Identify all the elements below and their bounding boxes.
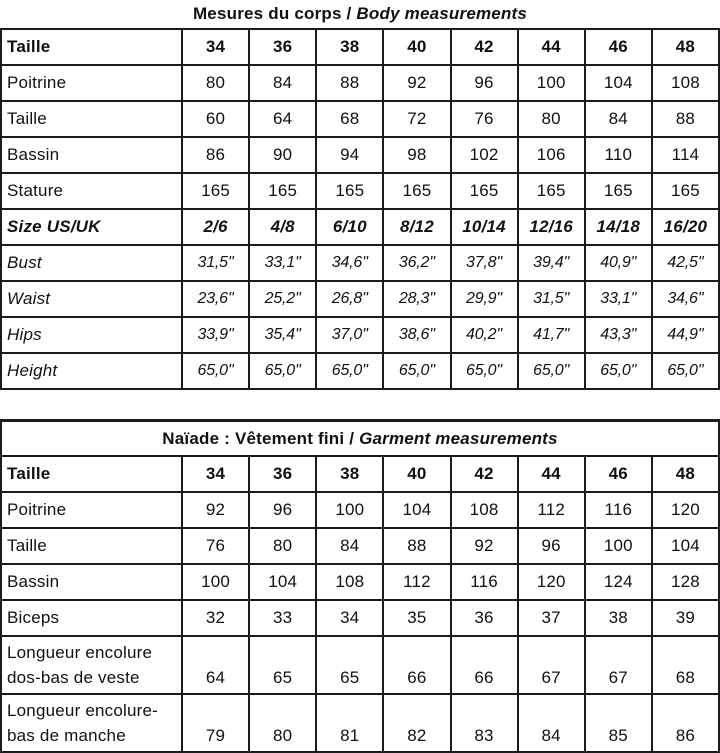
value-cell: 67 [585,636,652,694]
value-cell: 92 [383,65,450,101]
value-cell: 84 [249,65,316,101]
value-cell: 42 [451,29,518,65]
body-measurements-title [0,2,720,28]
body-measurements-title-en: Body measurements [356,4,528,23]
value-cell: 80 [249,694,316,752]
value-cell: 65,0'' [585,353,652,389]
value-cell: 65,0'' [518,353,585,389]
table-row [1,137,719,173]
value-cell: 84 [316,528,383,564]
value-cell: 88 [652,101,719,137]
value-cell: 40 [383,456,450,492]
value-cell: 68 [316,101,383,137]
value-cell: 114 [652,137,719,173]
value-cell: 92 [451,528,518,564]
value-cell: 33 [249,600,316,636]
value-cell: 104 [585,65,652,101]
value-cell: 92 [182,492,249,528]
table-row [1,209,719,245]
value-cell: 2/6 [182,209,249,245]
value-cell: 76 [182,528,249,564]
value-cell: 84 [518,694,585,752]
row-label: Taille [1,528,182,564]
value-cell: 108 [451,492,518,528]
value-cell: 116 [585,492,652,528]
row-label: Taille [1,29,182,65]
value-cell: 48 [652,456,719,492]
value-cell: 65 [316,636,383,694]
value-cell: 165 [451,173,518,209]
value-cell: 43,3'' [585,317,652,353]
value-cell: 104 [249,564,316,600]
value-cell: 96 [249,492,316,528]
value-cell: 85 [585,694,652,752]
value-cell: 38,6'' [383,317,450,353]
value-cell: 46 [585,29,652,65]
row-label: Biceps [1,600,182,636]
table-row [1,564,719,600]
table-row [1,281,719,317]
value-cell: 23,6'' [182,281,249,317]
value-cell: 10/14 [451,209,518,245]
value-cell: 80 [518,101,585,137]
row-label: Bust [1,245,182,281]
value-cell: 36,2'' [383,245,450,281]
value-cell: 100 [585,528,652,564]
value-cell: 65,0'' [249,353,316,389]
table-row [1,636,719,694]
value-cell: 38 [316,29,383,65]
value-cell: 76 [451,101,518,137]
value-cell: 44,9'' [652,317,719,353]
value-cell: 42 [451,456,518,492]
value-cell: 6/10 [316,209,383,245]
value-cell: 28,3'' [383,281,450,317]
value-cell: 80 [182,65,249,101]
row-label: Bassin [1,137,182,173]
row-label: Taille [1,101,182,137]
value-cell: 165 [383,173,450,209]
value-cell: 128 [652,564,719,600]
value-cell: 165 [585,173,652,209]
value-cell: 34 [316,600,383,636]
value-cell: 108 [316,564,383,600]
table-row [1,29,719,65]
value-cell: 37 [518,600,585,636]
value-cell: 33,1'' [249,245,316,281]
value-cell: 64 [249,101,316,137]
row-label: Hips [1,317,182,353]
table-row [1,173,719,209]
value-cell: 26,8'' [316,281,383,317]
value-cell: 36 [451,600,518,636]
value-cell: 106 [518,137,585,173]
value-cell: 80 [249,528,316,564]
value-cell: 14/18 [585,209,652,245]
value-cell: 33,1'' [585,281,652,317]
row-label: Bassin [1,564,182,600]
garment-measurements-table [0,419,720,753]
value-cell: 112 [383,564,450,600]
value-cell: 79 [182,694,249,752]
value-cell: 82 [383,694,450,752]
row-label: Poitrine [1,492,182,528]
row-label: Longueur encolure dos-bas de veste [1,636,182,694]
table-row [1,528,719,564]
row-label: Poitrine [1,65,182,101]
value-cell: 100 [518,65,585,101]
value-cell: 67 [518,636,585,694]
value-cell: 65 [249,636,316,694]
table-row [1,353,719,389]
value-cell: 108 [652,65,719,101]
value-cell: 110 [585,137,652,173]
value-cell: 8/12 [383,209,450,245]
value-cell: 39 [652,600,719,636]
table-row [1,600,719,636]
value-cell: 4/8 [249,209,316,245]
value-cell: 96 [451,65,518,101]
value-cell: 12/16 [518,209,585,245]
value-cell: 112 [518,492,585,528]
value-cell: 65,0'' [451,353,518,389]
row-label: Stature [1,173,182,209]
value-cell: 39,4'' [518,245,585,281]
table-row [1,317,719,353]
value-cell: 25,2'' [249,281,316,317]
value-cell: 66 [383,636,450,694]
value-cell: 88 [316,65,383,101]
value-cell: 65,0'' [652,353,719,389]
value-cell: 100 [316,492,383,528]
value-cell: 32 [182,600,249,636]
value-cell: 31,5'' [518,281,585,317]
value-cell: 38 [585,600,652,636]
value-cell: 90 [249,137,316,173]
value-cell: 165 [316,173,383,209]
value-cell: 36 [249,456,316,492]
value-cell: 35 [383,600,450,636]
value-cell: 165 [249,173,316,209]
row-label: Waist [1,281,182,317]
row-label: Size US/UK [1,209,182,245]
row-label: Taille [1,456,182,492]
body-measurements-section [0,2,720,390]
value-cell: 46 [585,456,652,492]
value-cell: 40,9'' [585,245,652,281]
value-cell: 104 [652,528,719,564]
value-cell: 88 [383,528,450,564]
value-cell: 38 [316,456,383,492]
value-cell: 116 [451,564,518,600]
value-cell: 98 [383,137,450,173]
value-cell: 16/20 [652,209,719,245]
value-cell: 44 [518,456,585,492]
value-cell: 33,9'' [182,317,249,353]
value-cell: 66 [451,636,518,694]
table-row [1,101,719,137]
value-cell: 83 [451,694,518,752]
value-cell: 40 [383,29,450,65]
value-cell: 94 [316,137,383,173]
table-row [1,456,719,492]
value-cell: 60 [182,101,249,137]
value-cell: 48 [652,29,719,65]
value-cell: 81 [316,694,383,752]
value-cell: 34,6'' [316,245,383,281]
value-cell: 86 [652,694,719,752]
value-cell: 34 [182,456,249,492]
value-cell: 104 [383,492,450,528]
row-label: Height [1,353,182,389]
body-measurements-table [0,28,720,390]
value-cell: 68 [652,636,719,694]
table-row [1,245,719,281]
value-cell: 96 [518,528,585,564]
value-cell: 42,5'' [652,245,719,281]
value-cell: 44 [518,29,585,65]
value-cell: 31,5'' [182,245,249,281]
value-cell: 120 [518,564,585,600]
value-cell: 102 [451,137,518,173]
value-cell: 165 [518,173,585,209]
value-cell: 124 [585,564,652,600]
value-cell: 86 [182,137,249,173]
value-cell: 165 [182,173,249,209]
value-cell: 35,4'' [249,317,316,353]
garment-measurements-section [0,419,720,753]
value-cell: 34 [182,29,249,65]
value-cell: 36 [249,29,316,65]
garment-measurements-title [1,421,719,457]
value-cell: 64 [182,636,249,694]
value-cell: 65,0'' [383,353,450,389]
garment-measurements-title-en: Garment measurements [359,428,558,448]
table-row [1,65,719,101]
table-row [1,694,719,752]
value-cell: 34,6'' [652,281,719,317]
body-measurements-title-fr: Mesures du corps / [192,4,352,23]
table-row [1,492,719,528]
value-cell: 40,2'' [451,317,518,353]
value-cell: 120 [652,492,719,528]
value-cell: 29,9'' [451,281,518,317]
table-gap [0,390,720,419]
value-cell: 84 [585,101,652,137]
value-cell: 41,7'' [518,317,585,353]
value-cell: 65,0'' [316,353,383,389]
value-cell: 37,8'' [451,245,518,281]
value-cell: 165 [652,173,719,209]
row-label: Longueur encolure- bas de manche [1,694,182,752]
value-cell: 37,0'' [316,317,383,353]
garment-measurements-title-fr: Naïade : Vêtement fini / [162,428,360,448]
value-cell: 65,0'' [182,353,249,389]
value-cell: 72 [383,101,450,137]
value-cell: 100 [182,564,249,600]
